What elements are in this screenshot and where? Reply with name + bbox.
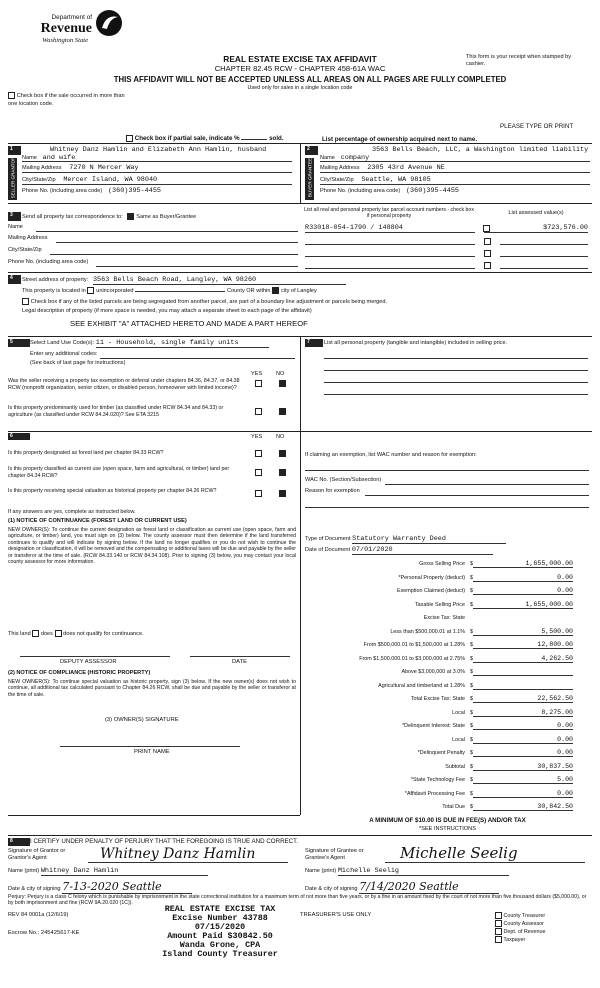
tax-row-value[interactable]: 22,562.50 [473,695,573,703]
tax-row [305,682,573,692]
tax-row [305,668,573,678]
corr-phone-field[interactable] [96,266,298,267]
seller-address-label: Mailing Address [22,165,62,171]
grantor-print-name[interactable]: Whitney Danz Hamlin [41,867,209,876]
buyer-address[interactable]: 2305 43rd Avenue NE [367,164,445,172]
tax-row-label: Exemption Claimed (deduct) [396,588,465,594]
does-not-checkbox[interactable] [55,630,62,637]
dollar-sign: $ [470,601,473,608]
tax-row [305,628,573,638]
forest-q1-no[interactable] [279,450,286,457]
corr-city-label: City/State/Zip [8,247,42,253]
tax-row-label: Excise Tax: State [423,615,465,621]
dollar-sign: $ [470,804,473,810]
multi-location-option[interactable] [8,92,133,108]
tax-row-label: From $1,500,000.01 to $3,000,000 at 2.75% [359,655,465,662]
additional-codes-label: Enter any additional codes: [30,351,98,357]
see-back-label: (See back of last page for instructions) [30,360,126,366]
county-or-label: County OR within [227,288,271,295]
tax-row-value[interactable]: 30,837.50 [473,763,573,771]
notice1-title: (1) NOTICE OF CONTINUANCE (FOREST LAND OR CURRENT USE) [8,518,187,524]
certify-statement: I CERTIFY UNDER PENALTY OF PERJURY THAT THE FOREGOING IS TRUE AND CORRECT. [30,838,298,845]
dept-line3: Washington State [42,37,88,44]
land-use-no-header: NO [276,371,285,377]
land-use-row [30,339,298,347]
tax-row [305,790,573,800]
tax-row-value[interactable]: 0.00 [473,722,573,730]
document-date-label: Date of Document [305,547,351,553]
section-3-badge: 3 [8,212,21,221]
unincorporated-label: unincorporated [96,288,134,295]
seller-name-cont[interactable]: and wife [42,154,76,162]
forest-q2-yes[interactable] [255,469,262,476]
section-2-badge: 2 [305,146,318,155]
dollar-sign: $ [470,750,473,756]
personal-property-label: List all personal property (tangible and intangible) included in selling price. [324,340,508,346]
tax-row [305,560,573,570]
treasurer-stamp [120,905,320,959]
partial-sale-option[interactable] [126,135,284,142]
section-4-badge: 4 [8,275,21,284]
buyer-city-row [320,176,590,184]
does-not-label: does not qualify for continuance. [63,630,144,637]
buyer-side-label: BUYER GRANTEE [307,157,313,198]
corr-name-field[interactable] [36,231,298,232]
tax-row-label: *Personal Property (deduct) [398,574,465,581]
reason-field[interactable] [365,495,589,496]
document-type-row [305,535,590,543]
copy-item: Taxpayer [495,936,590,944]
grantee-print-row [305,867,595,875]
dollar-sign: $ [470,642,473,648]
tax-row-value[interactable]: 0.00 [473,790,573,798]
dollar-sign: $ [470,628,473,635]
same-as-buyer-checkbox[interactable] [127,213,134,220]
forest-q1-yes[interactable] [255,450,262,457]
multi-location-checkbox[interactable] [8,92,15,99]
tax-row-label: From $500,000.01 to $1,500,000 at 1.28% [363,642,465,648]
personal-property-line-2[interactable] [324,370,588,371]
land-use-label: Select Land Use Code(s): [30,340,95,346]
same-as-buyer-label: Same as Buyer/Grantee [136,214,197,221]
street-label: Street address of property: [22,277,89,283]
tax-row-label: Total Due [442,804,465,810]
seller-name[interactable]: Whitney Danz Hamlin and Elizabeth Ann Hamlin, husband [50,146,267,154]
dollar-sign: $ [470,561,473,567]
tax-row-label: Total Excise Tax: State [410,696,465,702]
partial-sale-checkbox[interactable] [126,135,133,142]
personal-property-line-1[interactable] [324,358,588,359]
land-use-code[interactable]: 11 - Household, single family units [96,339,269,348]
buyer-side-bar [305,158,314,200]
parcel-header: List all real and personal property tax parcel account numbers - check box if personal property [304,207,474,220]
copy-distribution [495,912,590,944]
seller-name-label: Name [22,155,37,161]
buyer-address-label: Mailing Address [320,165,360,171]
wac-field[interactable] [385,484,589,485]
tax-row-label: *Delinquent Penalty [417,750,465,756]
multi-location-label: Check box if the sale occurred in more than one location code. [8,93,125,108]
deputy-date-line[interactable] [190,656,290,657]
grantor-print-label: Name (print) [8,868,40,874]
print-name-label: PRINT NAME [134,749,170,755]
forest-q2: Is this property classified as current use (open space, farm and agricultural, or timber) land per chapter 84.34 RCW? [8,466,230,479]
segregated-label: Check box if any of the listed parcels are being segregated from another parcel, are part of a boundary line adjustment or parcels being merged. [30,299,388,306]
receipt-note: This form is your receipt when stamped by cashier. [466,54,572,67]
buyer-city-label: City/State/Zip [320,177,354,183]
tax-row-value[interactable]: 0.00 [473,736,573,744]
seller-side-label: SELLER GRANTOR [10,156,16,199]
reason-label: Reason for exemption [305,488,360,494]
grantee-date-city[interactable]: 7/14/2020 Seattle [359,880,498,894]
copy-checkbox[interactable] [495,912,502,919]
correspondence-row [22,213,302,220]
tax-row-label: Local [452,709,465,716]
land-use-q2-yes[interactable] [255,408,262,415]
dollar-sign: $ [470,655,473,662]
forest-yes-header: YES [251,434,263,440]
assessed-header: List assessed value(s) [508,210,564,216]
notice2-title: (2) NOTICE OF COMPLIANCE (HISTORIC PROPERTY) [8,670,151,676]
wac-label: WAC No. (Section/Subsection) [305,477,382,483]
dollar-sign: $ [470,696,473,702]
seller-address[interactable]: 7270 N Mercer Way [69,164,139,172]
land-use-q1-no[interactable] [279,380,286,387]
form-subtitle: CHAPTER 82.45 RCW - CHAPTER 458-61A WAC [214,64,386,73]
tax-row [305,641,573,651]
buyer-phone-row [320,187,590,195]
grantor-print-row [8,867,298,875]
deputy-date-label: DATE [232,659,248,665]
forest-q2-no[interactable] [279,469,286,476]
form-rev: REV 84 0001a (12/6/19) [8,912,69,918]
sold-label: sold. [269,135,284,143]
seller-city-label: City/State/Zip [22,177,56,183]
located-label: This property is located in [22,288,86,295]
section-5-badge: 5 [8,339,30,347]
tax-row-label: *Affidavit Processing Fee [404,790,465,797]
dor-emblem-icon [94,8,124,38]
seller-address-row [22,164,292,172]
deputy-assessor-line[interactable] [20,656,170,657]
stamp-line: Excise Number 43788 [172,913,268,923]
dollar-sign: $ [470,588,473,594]
section-6-badge: 6 [8,433,30,440]
corr-name-label: Name [8,224,23,230]
dollar-sign: $ [470,777,473,783]
additional-codes-field[interactable] [100,358,295,359]
treasurer-use-label: TREASURER'S USE ONLY [300,912,372,918]
corr-city-field[interactable] [50,254,298,255]
city-of-label: city of Langley [281,288,317,295]
use-note: Used only for sales in a single location code [247,85,353,91]
segregated-checkbox[interactable] [22,298,29,305]
ownership-label: List percentage of ownership acquired next to name. [322,136,478,143]
tax-row-label: *Delinquent Interest: State [402,723,465,729]
tax-row [305,655,573,665]
grantee-signature: Michelle Seelig [400,844,518,862]
stamp-line: Amount Paid $30842.50 [167,931,273,941]
deputy-assessor-label: DEPUTY ASSESSOR [60,659,117,665]
forest-q3-yes[interactable] [255,490,262,497]
street-address[interactable]: 3563 Bells Beach Road, Langley, WA 98260 [93,276,346,285]
tax-row [305,695,573,705]
dept-line1: Department of [51,14,92,21]
dollar-sign: $ [470,709,473,716]
tax-row-value[interactable]: 4,262.50 [473,655,573,663]
land-use-q1-yes[interactable] [255,380,262,387]
dollar-sign: $ [470,574,473,581]
tax-row [305,776,573,786]
corr-phone-label: Phone No. (including area code) [8,259,89,265]
seller-side-bar [8,158,17,200]
copy-item: Dept. of Revenue [495,928,590,936]
copy-checkbox[interactable] [495,936,502,943]
partial-sale-label: Check box if partial sale, indicate % [134,135,240,143]
seller-city[interactable]: Mercer Island, WA 98040 [63,176,158,184]
personal-property-line-3[interactable] [324,382,588,383]
grantee-date-label: Date & city of signing [305,886,358,892]
exemption-label: If claiming an exemption, list WAC number and reason for exemption: [305,452,477,458]
located-row [22,287,592,294]
seller-city-row [22,176,292,184]
seller-phone[interactable]: (360)395-4455 [107,187,161,195]
stamp-line: Island County Treasurer [162,949,278,959]
tax-row-value[interactable]: 5.00 [473,776,573,784]
correspondence-label: Send all property tax correspondence to: [22,214,123,221]
buyer-phone[interactable]: (360)395-4455 [405,187,459,195]
corr-mailing-label: Mailing Address [8,235,48,241]
buyer-address-row [320,164,590,172]
document-date-row [305,546,590,554]
buyer-city[interactable]: Seattle, WA 98105 [361,176,431,184]
see-instructions: *SEE INSTRUCTIONS [419,826,476,832]
buyer-name-label: Name [320,155,335,161]
continuance-row [8,630,144,637]
tax-row-label: *State Technology Fee [410,777,465,783]
document-type-label: Type of Document [305,536,351,542]
grantee-signature-label: Signature of Grantee or Grantee's Agent [305,848,364,861]
tax-row-label: Above $3,000,000 at 3.0% [401,669,465,675]
tax-row-label: Taxable Selling Price [414,601,465,608]
dollar-sign: $ [470,736,473,743]
land-use-q2-no[interactable] [279,408,286,415]
tax-row [305,601,573,611]
land-use-q1: Was the seller receiving a property tax exemption or deferral under chapters 84.36, 84.37, or 84.38 RCW (nonprofit organization, senior citizen, or disabled person, homeowner with limited income)? [8,378,240,391]
land-use-yes-header: YES [251,371,263,377]
copy-checkbox[interactable] [495,920,502,927]
grantee-date-row [305,880,595,893]
land-use-q2: Is this property predominantly used for timber (as classified under RCW 84.34 and 84.33) or agriculture (as classified under RCW 84.34.020)? See ETA 3215 [8,405,224,418]
owner-signature-label: (3) OWNER(S) SIGNATURE [105,717,179,723]
tax-row-label: Less than $500,000.01 at 1.1% [390,628,465,635]
forest-if-yes: If any answers are yes, complete as instructed below. [8,509,136,515]
tax-row-value[interactable] [473,668,573,676]
tax-row-label: Gross Selling Price [419,561,465,567]
personal-property-line-4[interactable] [324,394,588,395]
stamp-line: REAL ESTATE EXCISE TAX [164,904,276,914]
unincorporated-checkbox[interactable] [87,287,94,294]
document-type[interactable]: Statutory Warranty Deed [352,535,506,544]
warning-banner: THIS AFFIDAVIT WILL NOT BE ACCEPTED UNLESS ALL AREAS ON ALL PAGES ARE FULLY COMPLETED [113,75,507,84]
dor-logo [8,8,130,50]
parcel-number[interactable]: R33018-054-1790 / 148804 [305,224,403,232]
grantor-signature: Whitney Danz Hamlin [100,846,256,862]
copy-checkbox[interactable] [495,928,502,935]
dollar-sign: $ [470,669,473,675]
tax-row-value[interactable]: 0.00 [473,574,573,582]
copy-item: County Treasurer [495,912,590,920]
grantee-print-label: Name (print) [305,868,337,874]
assessed-value[interactable]: $723,576.00 [543,224,588,232]
seller-phone-label: Phone No. (including area code) [22,188,103,194]
legal-description-value[interactable]: SEE EXHIBIT "A" ATTACHED HERETO AND MADE A PART HEREOF [70,319,308,328]
print-name-line[interactable] [60,746,240,747]
tax-row [305,803,573,813]
tax-row-value[interactable]: 30,842.50 [473,803,573,811]
stamp-line: 07/15/2020 [194,922,246,932]
tax-row [305,763,573,773]
tax-row-value[interactable]: 5,500.00 [473,628,573,636]
document-date[interactable]: 07/01/2020 [352,546,493,555]
tax-row [305,749,573,759]
tax-row-value[interactable]: 1,655,000.00 [473,560,573,568]
escrow-number: Escrow No.: 245425617-KE [8,930,80,936]
grantor-date-city[interactable]: 7-13-2020 Seattle [62,880,191,894]
does-checkbox[interactable] [32,630,39,637]
dollar-sign: $ [470,723,473,729]
tax-row [305,587,573,597]
tax-row-label: Agricultural and timberland at 1.28% [378,682,465,689]
dollar-sign: $ [470,682,473,689]
tax-row [305,736,573,746]
tax-row [305,722,573,732]
does-label: does [40,630,53,637]
tax-row-label: Local [452,736,465,743]
notice1-body: NEW OWNER(S): To continue the current designation as forest land or classification as current use (open space, farm and agriculture, or timber) land, you must sign on (3) below. The county assessor must then determine if the land transferred continues to qualify and will indicate by signing below. If the land no longer qualifies or you do not wish to continue the designation or classification, it will be removed and the compensating or additional taxes will be due and payable by the seller or transferor at the time of sale. (RCW 84.33.140 or RCW 84.34.108). Prior to signing (3) below, you may contact your local county assessor for more information. [8,527,296,566]
tax-row-value[interactable]: 12,800.00 [473,641,573,649]
parcel-2-checkbox[interactable] [484,238,491,245]
corr-mailing-field[interactable] [56,242,298,243]
forest-no-header: NO [276,434,285,440]
grantee-print-name[interactable]: Michelle Seelig [338,867,509,876]
minimum-fee: A MINIMUM OF $10.00 IS DUE IN FEE(S) AND/OR TAX [369,817,526,824]
dollar-sign: $ [470,763,473,770]
tax-row [305,709,573,719]
copy-item: County Assessor [495,920,590,928]
tax-row [305,574,573,584]
segregated-row [22,298,592,305]
section-1-badge: 1 [8,146,21,155]
tax-row-value[interactable]: 8,275.00 [473,709,573,717]
grantor-date-label: Date & city of signing [8,886,61,892]
section-7-badge: 7 [305,339,323,347]
land-does-label: This land [8,630,31,637]
tax-row-value[interactable]: 0.00 [473,749,573,757]
tax-row-value[interactable]: 0.00 [473,587,573,595]
buyer-name[interactable]: 3563 Bells Beach, LLC, a Washington limited liability [372,146,589,154]
grantor-signature-line[interactable] [88,862,288,863]
buyer-name-cont[interactable]: company [340,154,370,162]
tax-row [305,614,573,624]
dollar-sign: $ [470,790,473,797]
form-title: REAL ESTATE EXCISE TAX AFFIDAVIT [223,54,377,64]
grantor-date-row [8,880,298,893]
dept-line2: Revenue [40,21,92,36]
parcel-3-checkbox[interactable] [484,250,491,257]
city-checkbox[interactable] [272,287,279,294]
parcel-row-1 [305,224,495,232]
section-8-badge: 8 [8,838,30,846]
stamp-line: Wanda Grone, CPA [179,940,261,950]
forest-q3: Is this property receiving special valuation as historical property per chapter 84.26 RCW? [8,488,217,494]
seller-phone-row [22,187,292,195]
tax-row-value[interactable]: 1,655,000.00 [473,601,573,609]
buyer-phone-label: Phone No. (including area code) [320,188,401,194]
grantor-signature-label: Signature of Grantor or Grantor's Agent [8,848,66,861]
tax-row-value[interactable] [473,682,573,690]
parcel-4-checkbox[interactable] [484,262,491,269]
please-type: PLEASE TYPE OR PRINT [500,123,574,130]
forest-q1: Is this property designated as forest land per chapter 84.33 RCW? [8,450,164,456]
street-row [22,276,592,284]
perjury-notice: Perjury: Perjury is a class C felony which is punishable by imprisonment in the state correctional institution for a maximum term of not more than five years, or by a fine in an amount fixed by the court of not more than five thousand dollars ($5,000.00), or by both imprisonment and fine (RCW 9A.20.020 (1C)). [8,894,587,907]
forest-q3-no[interactable] [279,490,286,497]
legal-description-label: Legal description of property (if more space is needed, you may attach a separate sheet to each page of the affidavit) [22,308,312,314]
tax-row-label: Subtotal [445,763,465,770]
notice2-body: NEW OWNER(S): To continue special valuation as historic property, sign (3) below. If the new owner(s) does not wish to continue, all additional tax calculated pursuant to Chapter 84.26 RCW, shall be due and payable by the seller or transferor at the time of sale. [8,679,296,698]
grantee-signature-line[interactable] [385,862,585,863]
